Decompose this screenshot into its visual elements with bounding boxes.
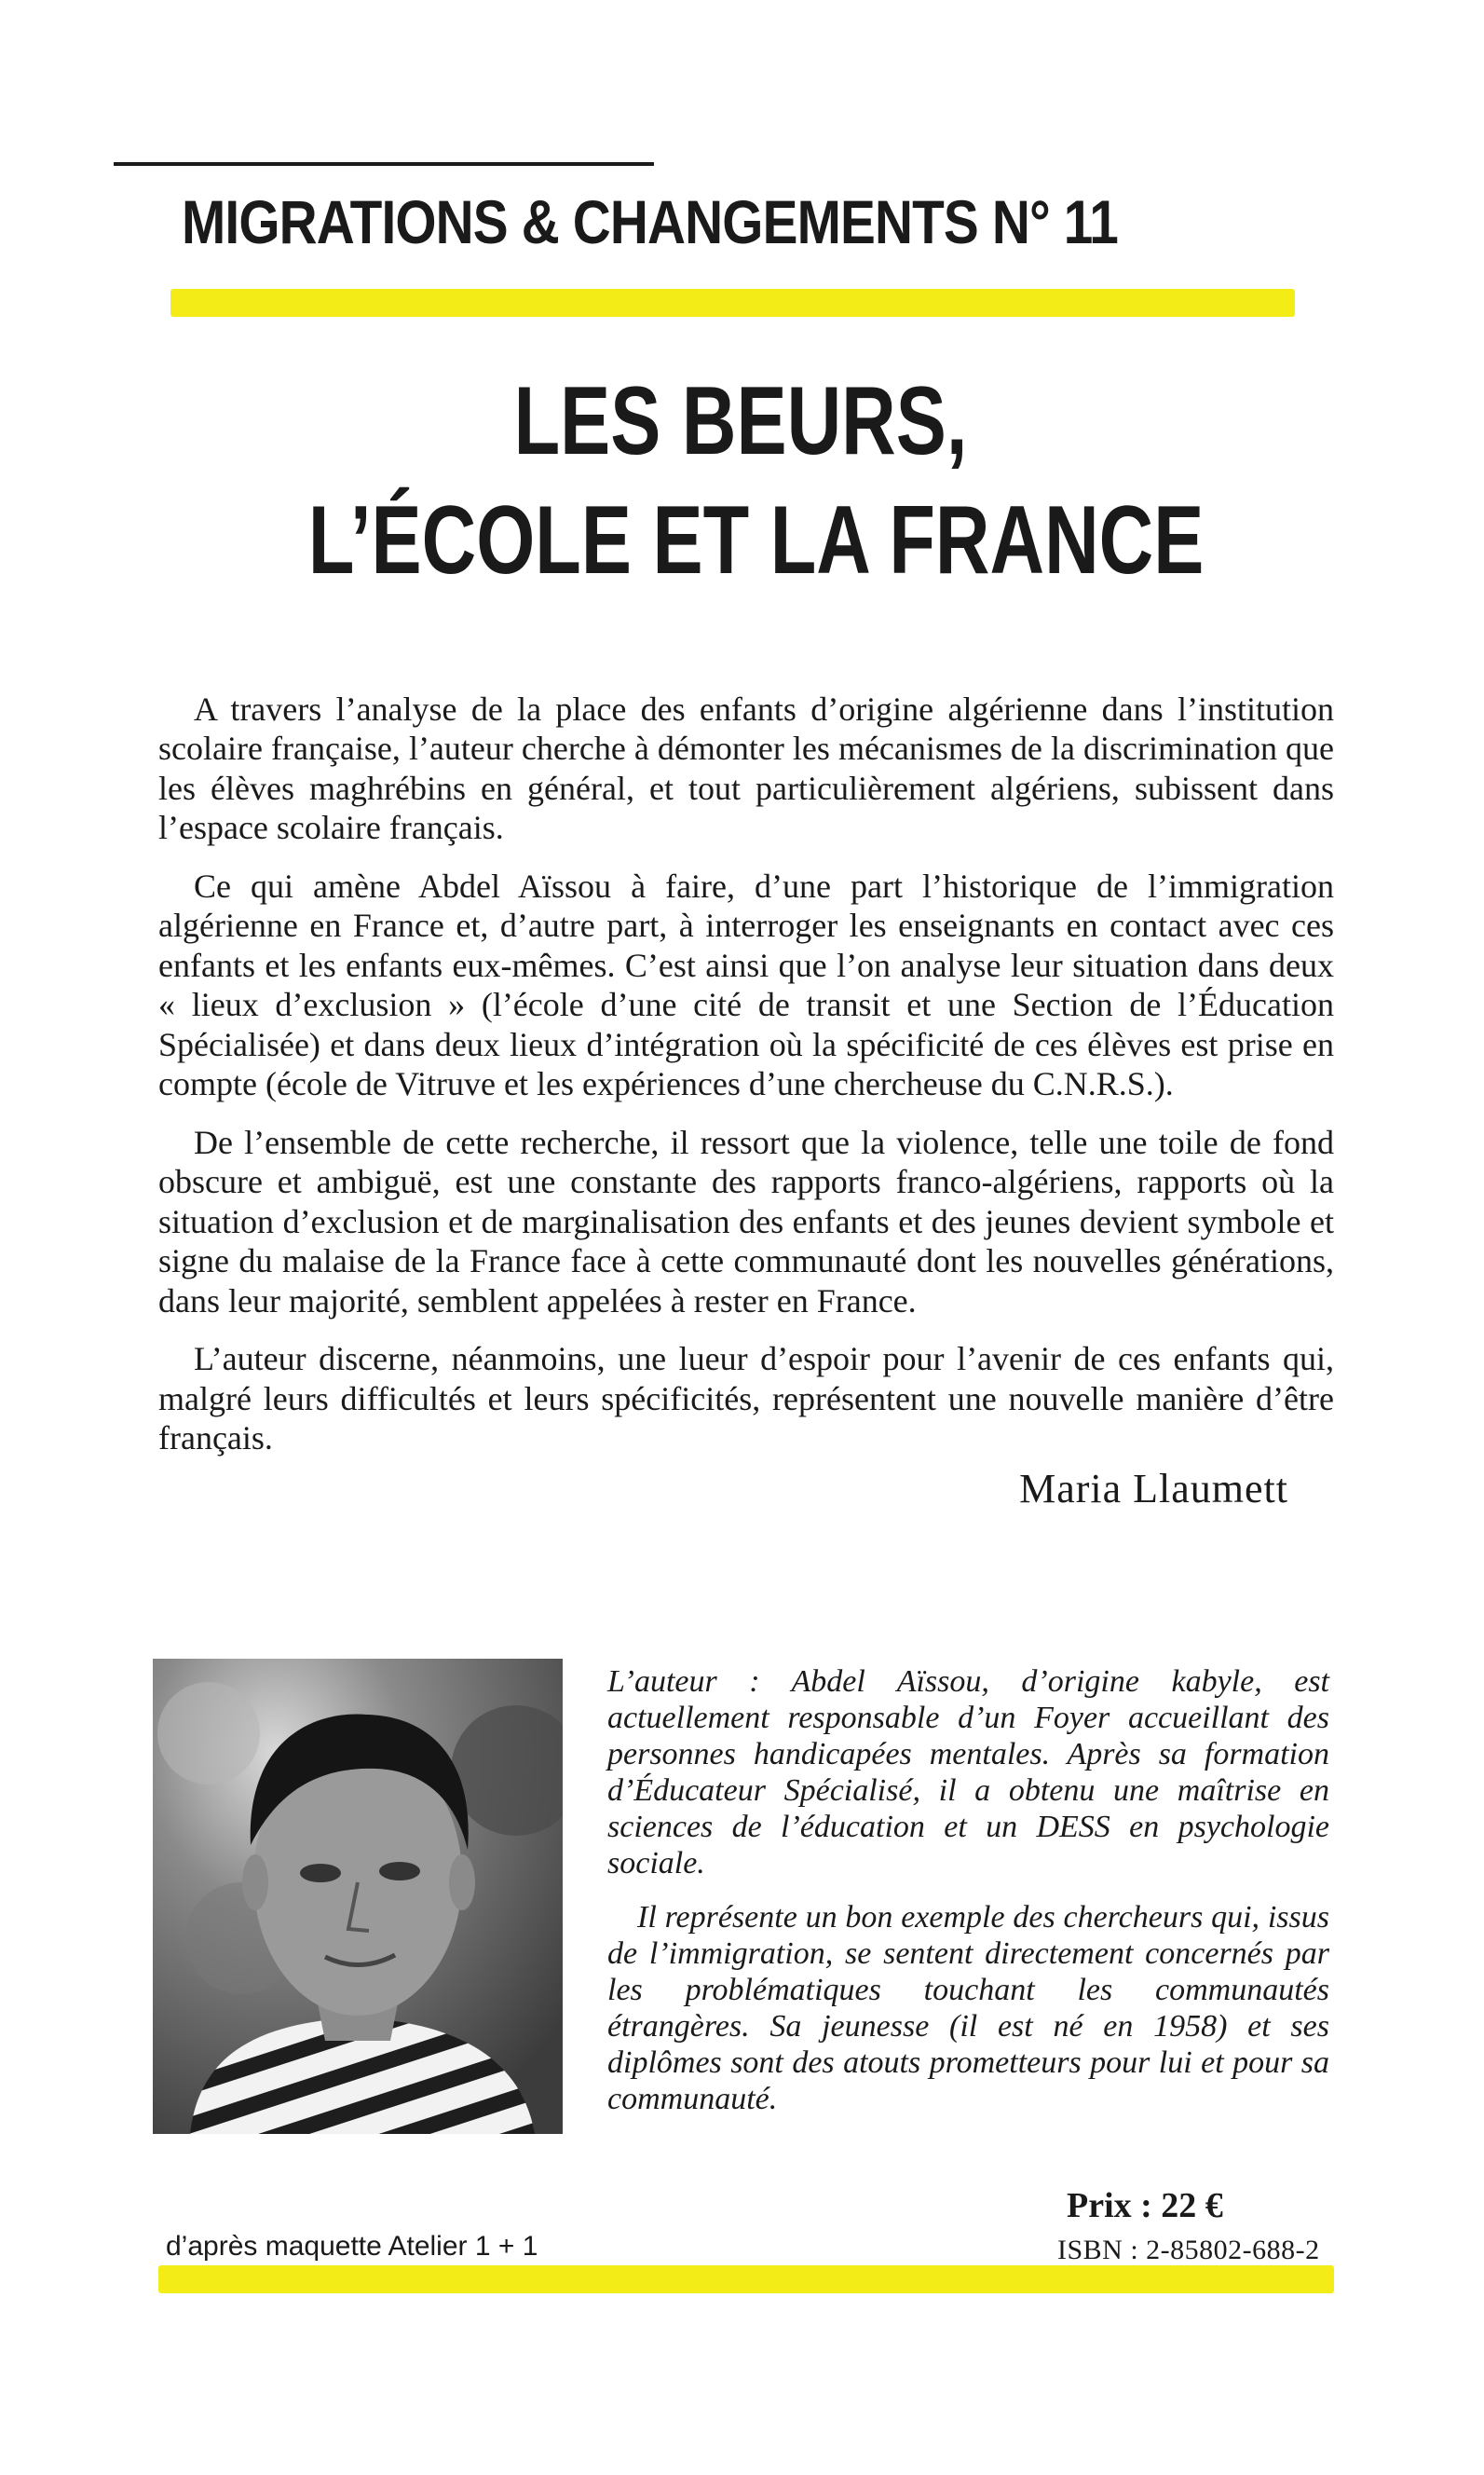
author-bio-paragraph: Il représente un bon exemple des chercheurs qui, issus de l’immigration, se sentent directement concernés par les problématiques touchant les communautés étrangères. Sa jeunesse (il est né en 1958) et ses diplômes sont des atouts prometteurs pour lui et pour sa communauté. — [607, 1899, 1329, 2117]
book-title — [186, 368, 1295, 595]
series-title: MIGRATIONS & CHANGEMENTS N° 11 — [182, 187, 1119, 256]
isbn-number: ISBN : 2-85802-688-2 — [1057, 2235, 1320, 2265]
series-highlight-bar — [170, 289, 1295, 317]
footer-highlight-bar — [158, 2265, 1334, 2293]
summary-paragraph: Ce qui amène Abdel Aïssou à faire, d’une part l’historique de l’immigration algérienne en France et, d’autre part, à interroger les enseignants en contact avec ces enfants et les enfants eux-mêmes. C’est ainsi que l’on analyse leur situation dans deux « lieux d’exclusion » (l’école d’une cité de transit et une Section de l’Éducation Spécialisée) et dans deux lieux d’intégration où la spécificité de ces élèves est prise en compte (école de Vitruve et les expériences d’une chercheuse du C.N.R.S.). — [158, 867, 1334, 1103]
summary-signature: Maria Llaumett — [1019, 1466, 1288, 1511]
top-rule — [114, 162, 654, 166]
summary-paragraph: De l’ensemble de cette recherche, il ressort que la violence, telle une toile de fond obscure et ambiguë, est une constante des rapports franco-algériens, rapports où la situation d’exclusion et de marginalisation des enfants et des jeunes devient symbole et signe du malaise de la France face à cette communauté dont les nouvelles générations, dans leur majorité, semblent appelées à rester en France. — [158, 1123, 1334, 1320]
author-bio-paragraph: L’auteur : Abdel Aïssou, d’origine kabyle, est actuellement responsable d’un Foyer accueillant des personnes handicapées mentales. Après sa formation d’Éducateur Spécialisé, il a obtenu une maîtrise en sciences de l’éducation et un DESS en psychologie sociale. — [607, 1664, 1329, 1881]
author-photo — [153, 1659, 563, 2134]
summary-paragraph: L’auteur discerne, néanmoins, une lueur d’espoir pour l’avenir de ces enfants qui, malgré leurs difficultés et leurs spécificités, représentent une nouvelle manière d’être français. — [158, 1340, 1334, 1456]
back-cover-summary — [158, 690, 1334, 1476]
price-label: Prix : 22 € — [1067, 2186, 1223, 2225]
summary-paragraph: A travers l’analyse de la place des enfants d’origine algérienne dans l’institution scolaire française, l’auteur cherche à démonter les mécanismes de la discrimination que les élèves maghrébins en général, et tout particulièrement algériens, subissent dans l’espace scolaire français. — [158, 691, 1334, 847]
author-bio — [607, 1663, 1329, 2134]
book-title-line-1: LES BEURS, — [513, 367, 968, 475]
author-portrait-image — [153, 1659, 563, 2134]
book-title-line-2: L’ÉCOLE ET LA FRANCE — [307, 486, 1205, 595]
design-credit: d’après maquette Atelier 1 + 1 — [166, 2231, 538, 2262]
